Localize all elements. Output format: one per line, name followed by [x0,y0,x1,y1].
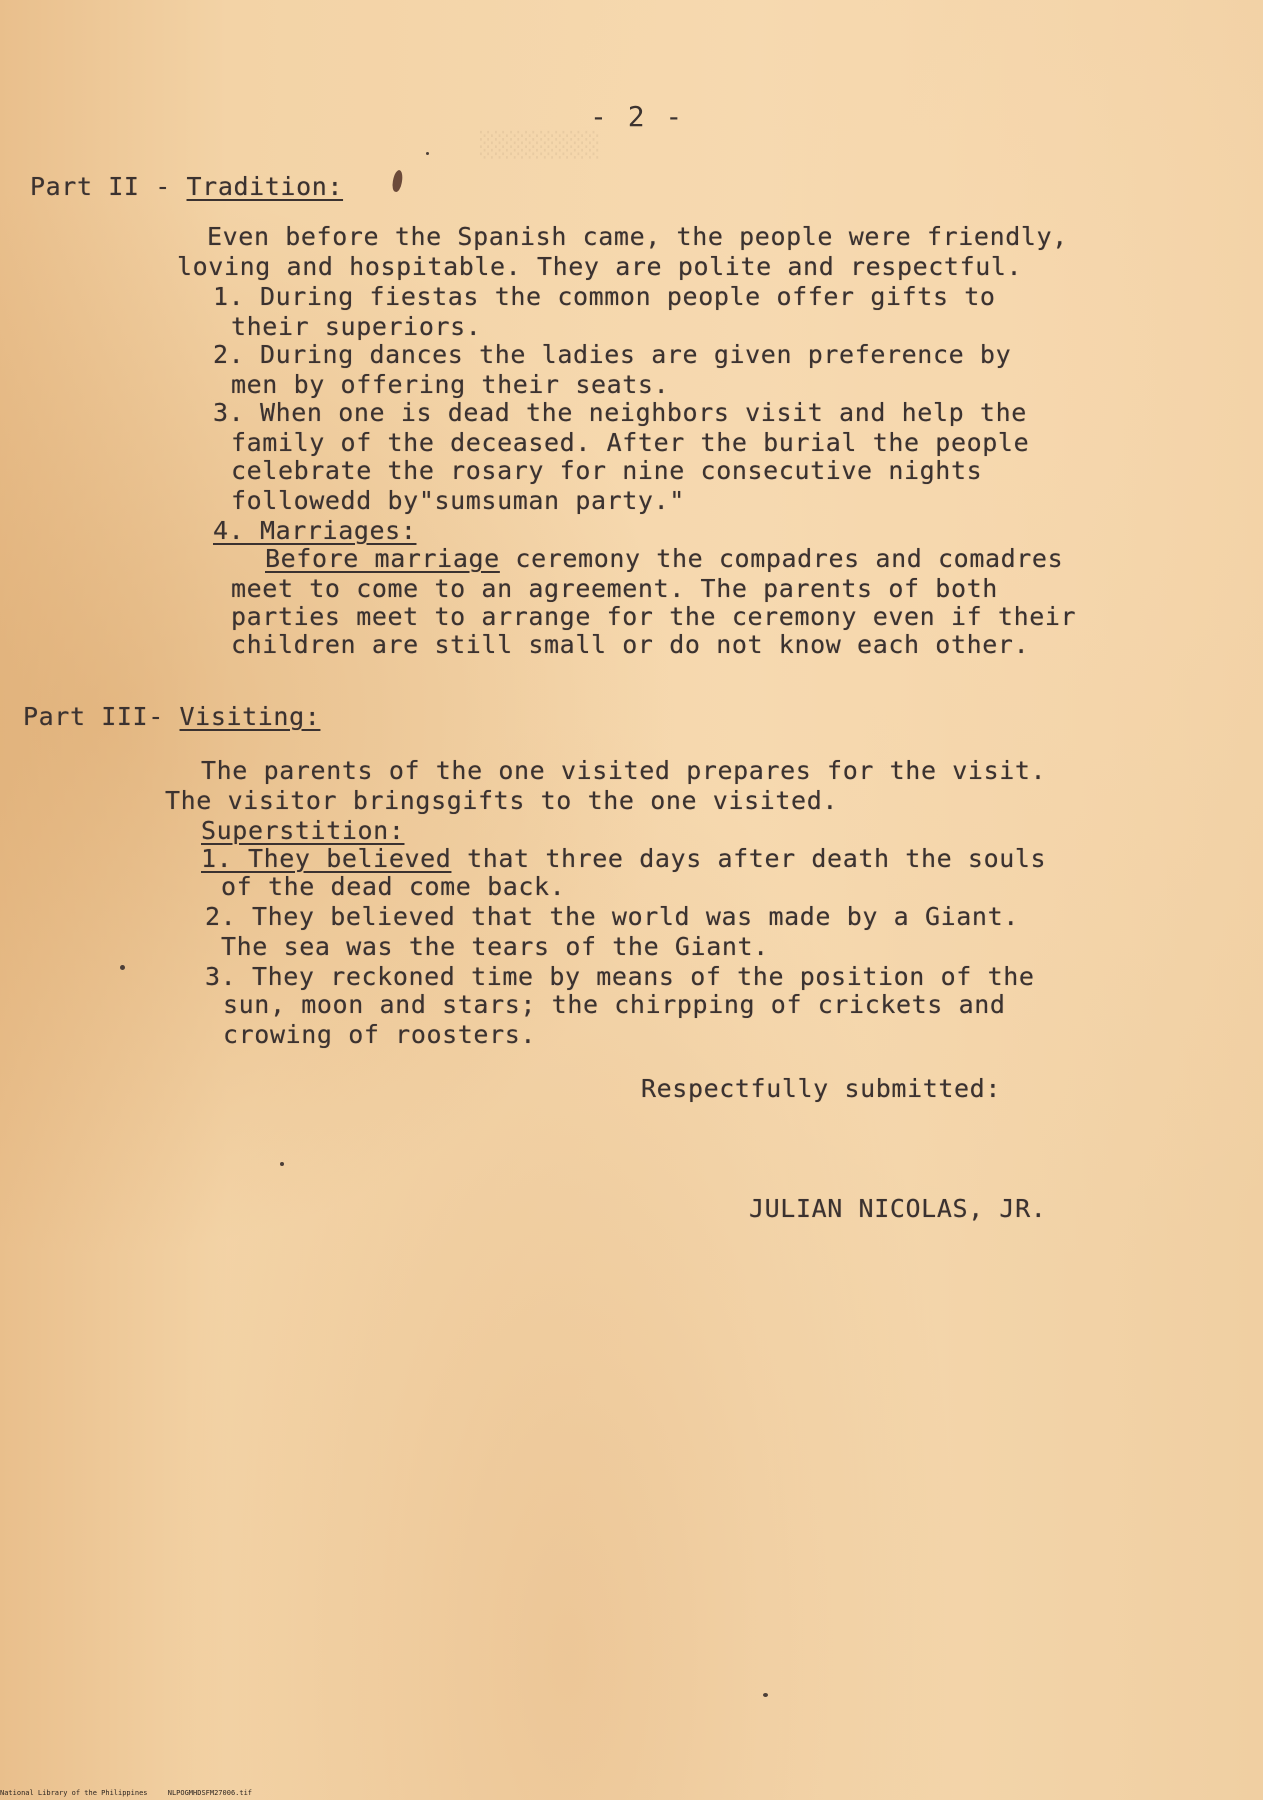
superstition-label: Superstition: [201,816,405,845]
tradition-item-1: their superiors. [231,312,482,341]
footer-filename: NLPOGMHDSFM27006.tif [167,1789,253,1797]
paper-speck [120,965,125,970]
superstition-item-3: crowing of roosters. [223,1020,537,1049]
tradition-item-3: celebrate the rosary for nine consecutive nights [231,456,983,485]
tradition-item-3: followedd by"sumsuman party." [231,486,685,515]
tradition-item-4-label: 4. Marriages: [213,516,417,545]
tradition-item-3: family of the deceased. After the burial the people [231,428,1030,457]
superstition-item-2: The sea was the tears of the Giant. [221,932,769,961]
tradition-item-2: men by offering their seats. [231,370,670,399]
tradition-item-4 [265,544,1063,574]
page-number: - 2 - [590,100,685,133]
part2-heading-prefix: Part II - [30,172,187,201]
tradition-item-1: 1. During fiestas the common people offer gifts to [213,282,996,311]
superstition-item-1 [201,844,1046,874]
paper-speck [280,1162,284,1166]
marriage-underlined: Before marriage [265,544,500,573]
superstition-1-underlined: 1. They believed [201,844,452,873]
signature: JULIAN NICOLAS, JR. [749,1194,1047,1223]
ink-blot [391,169,404,192]
superstition-item-3: sun, moon and stars; the chirpping of crickets and [223,990,1006,1019]
part3-intro-line: The visitor bringsgifts to the one visited. [165,786,839,815]
part2-heading-title: Tradition: [186,172,344,201]
part3-heading-title: Visiting: [179,702,321,731]
tradition-item-4: parties meet to arrange for the ceremony even if their [231,602,1077,631]
marriage-rest: ceremony the compadres and comadres [499,544,1064,573]
tradition-item-2: 2. During dances the ladies are given preference by [213,340,1012,369]
part2-intro-line: loving and hospitable. They are polite and respectful. [177,252,1023,281]
part3-heading-prefix: Part III- [23,702,180,731]
scan-footer [0,1788,268,1798]
part3-intro-line: The parents of the one visited prepares for the visit. [201,756,1047,785]
tradition-item-4: children are still small or do not know each other. [231,630,1030,659]
part3-heading [23,702,320,732]
part2-heading [30,172,343,202]
bleed-through-text: ░░░░░░░░ [480,131,601,159]
superstition-item-1: of the dead come back. [221,872,566,901]
paper-speck [763,1693,768,1697]
tradition-item-3: 3. When one is dead the neighbors visit and help the [213,398,1027,427]
tradition-item-4: meet to come to an agreement. The parents of both [231,574,998,603]
part2-intro-line: Even before the Spanish came, the people were friendly, [207,222,1068,251]
superstition-1-rest: that three days after death the souls [451,844,1047,873]
closing-salutation: Respectfully submitted: [641,1074,1001,1103]
footer-source: National Library of the Philippines [0,1789,148,1797]
superstition-item-3: 3. They reckoned time by means of the position of the [205,962,1035,991]
superstition-item-2: 2. They believed that the world was made by a Giant. [205,902,1019,931]
paper-speck [426,152,429,155]
